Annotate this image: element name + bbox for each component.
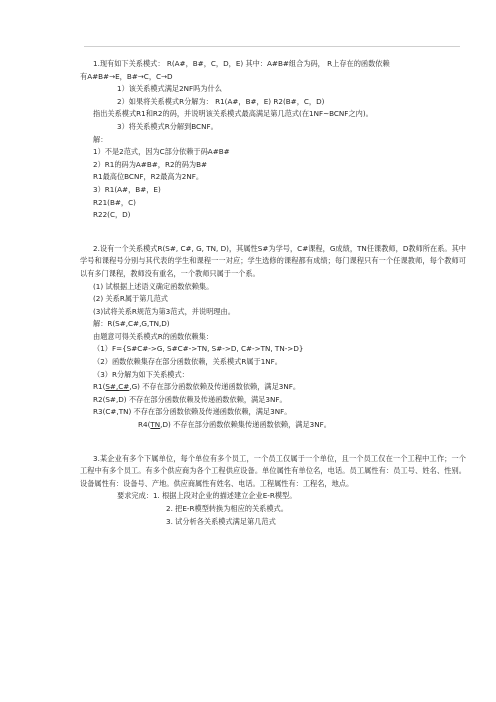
- q1-subquestion-3: 3）将关系模式R分解到BCNF。: [117, 121, 218, 131]
- q1-subquestion-2-detail: 指出关系模式R1和R2的码，并说明该关系模式最高满足第几范式(在1NF~BCNF之内)。: [93, 109, 373, 119]
- r4-key: TN: [150, 420, 161, 430]
- q2-requirement-2: (2) 关系R属于第几范式: [93, 294, 168, 304]
- q1-answer-5: R21(B#，C): [93, 197, 136, 207]
- q1-answer-6: R22(C，D): [93, 210, 131, 220]
- q2-relation-r2: R2(S#,D) 不存在部分函数依赖及传递函数依赖，满足3NF。: [93, 394, 287, 404]
- q2-fd-set: （1）F={S#C#->G, S#C#->TN, S#->D, C#->TN, TN->D}: [93, 344, 304, 354]
- q2-decomposition-intro: （3）R分解为如下关系模式：: [93, 369, 189, 379]
- q1-answer-4: 3）R1(A#，B#，E): [93, 184, 161, 194]
- q2-deduction: 由题意可得关系模式R的函数依赖集：: [93, 331, 213, 341]
- q3-requirement-3: 3. 试分析各关系模式满足第几范式: [166, 516, 276, 526]
- q2-relation-r4: R4(TN,D) 不存在部分函数依赖集传递函数依赖，满足3NF。: [138, 420, 331, 430]
- q2-solution-header: 解：R(S#,C#,G,TN,D): [93, 319, 170, 329]
- q1-answer-3: R1最高位BCNF，R2最高为2NF。: [93, 172, 204, 182]
- header-rule: [84, 46, 460, 47]
- q1-stem-line2: 有A#B#→E，B#→C，C→D: [80, 71, 173, 81]
- q1-answer-1: 1）不是2范式，因为C部分依赖于码A#B#: [93, 147, 230, 157]
- q2-requirement-3: (3)试将关系R规范为第3范式，并说明理由。: [93, 306, 235, 316]
- document-body: [80, 58, 466, 528]
- q1-subquestion-1: 1）该关系模式满足2NF吗为什么: [117, 84, 222, 94]
- q3-requirement-2: 2. 把E-R模型转换为相应的关系模式。: [166, 504, 288, 513]
- q2-paragraph: 2.设有一个关系模式R(S#, C#, G, TN, D)，其属性S#为学号，C#课程，G成绩，TN任课教师，D教师所在系。其中学号和课程号分别与其代表的学生和课程一一对应；学生选修的课程都有成绩；每门课程只有一个任课教师，每个教师可以有多门课程，教师没有重名，一个教师只属于一个系。: [80, 243, 466, 278]
- q3-paragraph: 3.某企业有多个下属单位，每个单位有多个员工，一个员工仅属于一个单位，且一个员工仅在一个工程中工作；一个工程中有多个员工。有多个供应商为各个工程供应设备。单位属性有单位名，电话。员工属性有：员工号、姓名、性别。设备属性有：设备号、产地。供应商属性有姓名、电话。工程属性有：工程名，地点。: [80, 453, 466, 488]
- q2-relation-r3: R3(C#,TN) 不存在部分函数依赖及传递函数依赖，满足3NF。: [93, 407, 292, 417]
- q1-answer-2: 2）R1的码为A#B#，R2的码为B#: [93, 159, 208, 169]
- q2-relation-r1: R1(S#,C#,G) 不存在部分函数依赖及传递函数依赖，满足3NF。: [93, 382, 301, 392]
- q1-subquestion-2: 2）如果将关系模式R分解为： R1(A#，B#，E) R2(B#，C，D): [117, 96, 325, 106]
- q3-requirement-1: 要求完成：1. 根据上段对企业的描述建立企业E-R模型。: [117, 491, 297, 501]
- q2-normal-form: （2）函数依赖集存在部分函数依赖，关系模式R属于1NF。: [93, 357, 282, 367]
- q1-stem-line1: 1.现有如下关系模式： R(A#，B#，C，D，E) 其中：A#B#组合为码， R上存在的函数依赖: [93, 59, 390, 68]
- r1-key: S#,C#: [105, 382, 130, 392]
- q1-answer-label: 解：: [93, 134, 108, 144]
- q2-requirement-1: (1) 试根据上述语义确定函数依赖集。: [93, 281, 214, 291]
